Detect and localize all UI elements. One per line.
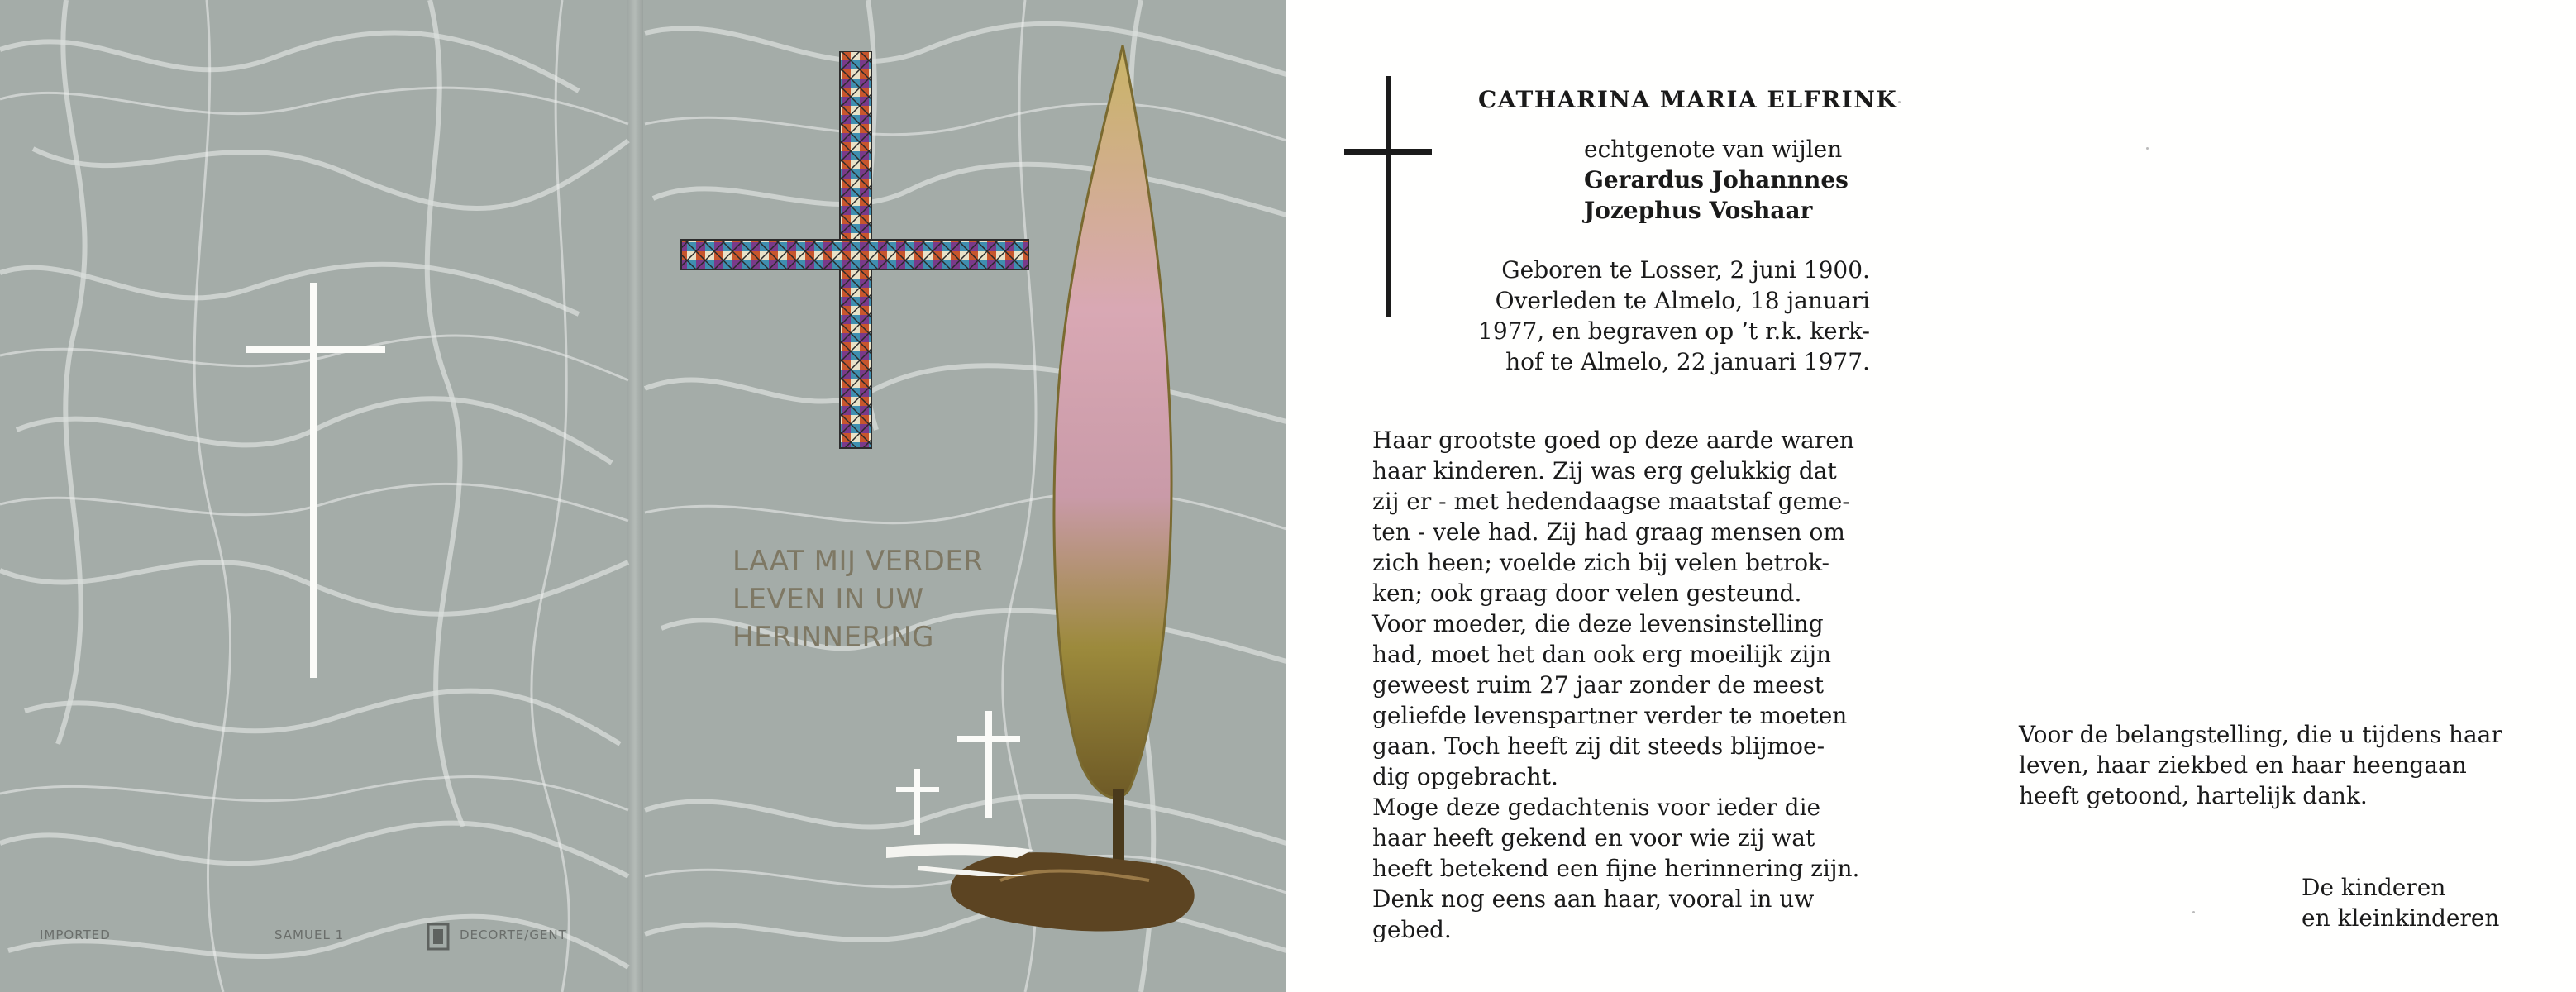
body-line: gaan. Toch heeft zij dit steeds blijmoe- xyxy=(1372,732,1825,760)
imprint-imported: IMPORTED xyxy=(40,928,111,942)
print-speck xyxy=(1898,101,1901,103)
spouse-name: Gerardus Johannnes xyxy=(1584,166,1849,193)
dates-line: Geboren te Losser, 2 juni 1900. xyxy=(1501,256,1870,284)
card-cover xyxy=(0,0,1286,992)
signature xyxy=(2302,872,2499,933)
verse-line: HERINNERING xyxy=(732,621,934,654)
dates-line: hof te Almelo, 22 januari 1977. xyxy=(1505,348,1870,375)
dates-line: Overleden te Almelo, 18 januari xyxy=(1495,287,1870,314)
small-crosses-icon xyxy=(885,711,1083,876)
cover-verse xyxy=(732,542,983,656)
verse-line: LAAT MIJ VERDER xyxy=(732,545,984,578)
body-line: ken; ook graag door velen gesteund. xyxy=(1372,579,1802,607)
signature-line: en kleinkinderen xyxy=(2302,904,2500,932)
body-line: zij er - met hedendaagse maatstaf geme- xyxy=(1372,488,1850,515)
imprint-publisher: DECORTE/GENT xyxy=(460,928,567,942)
body-line: Moge deze gedachtenis voor ieder die xyxy=(1372,794,1821,821)
body-line: had, moet het dan ook erg moeilijk zijn xyxy=(1372,641,1832,668)
black-cross-icon xyxy=(1386,76,1391,317)
print-speck xyxy=(2146,147,2149,150)
thanks-line: Voor de belangstelling, die u tijdens haar xyxy=(2019,721,2502,748)
life-dates xyxy=(1478,255,1870,377)
body-line: zich heen; voelde zich bij velen betrok- xyxy=(1372,549,1830,576)
body-line: Haar grootste goed op deze aarde waren xyxy=(1372,427,1854,454)
deceased-name: CATHARINA MARIA ELFRINK xyxy=(1478,86,1898,113)
white-cross-bar xyxy=(246,346,385,353)
body-line: dig opgebracht. xyxy=(1372,763,1558,790)
signature-line: De kinderen xyxy=(2302,874,2446,901)
body-line: haar kinderen. Zij was erg gelukkig dat xyxy=(1372,457,1837,484)
body-line: haar heeft gekend en voor wie zij wat xyxy=(1372,824,1815,851)
body-line: geliefde levenspartner verder te moeten xyxy=(1372,702,1848,729)
print-speck xyxy=(2192,911,2195,913)
imprint-model: SAMUEL 1 xyxy=(274,928,345,942)
body-line: geweest ruim 27 jaar zonder de meest xyxy=(1372,671,1824,699)
spouse-block xyxy=(1584,134,1849,226)
body-line: gebed. xyxy=(1372,916,1452,943)
spouse-intro: echtgenote van wijlen xyxy=(1584,136,1843,163)
verse-line: LEVEN IN UW xyxy=(732,583,924,616)
black-cross-bar xyxy=(1344,149,1432,155)
memorial-text xyxy=(1372,425,1859,945)
body-line: Voor moeder, die deze levensinstelling xyxy=(1372,610,1824,637)
thanks-line: heeft getoond, hartelijk dank. xyxy=(2019,782,2368,809)
dates-line: 1977, en begraven op ’t r.k. kerk- xyxy=(1478,317,1870,345)
body-line: Denk nog eens aan haar, vooral in uw xyxy=(1372,885,1815,913)
thank-you-text xyxy=(2019,719,2502,811)
spouse-name: Jozephus Voshaar xyxy=(1584,197,1813,224)
body-line: heeft betekend een fijne herinnering zijn. xyxy=(1372,855,1860,882)
thanks-line: leven, haar ziekbed en haar heengaan xyxy=(2019,751,2467,779)
card-inside xyxy=(1286,0,2576,992)
white-cross-icon xyxy=(310,283,317,678)
card-fold xyxy=(627,0,643,992)
body-line: ten - vele had. Zij had graag mensen om xyxy=(1372,518,1845,546)
publisher-logo-icon xyxy=(426,922,451,951)
